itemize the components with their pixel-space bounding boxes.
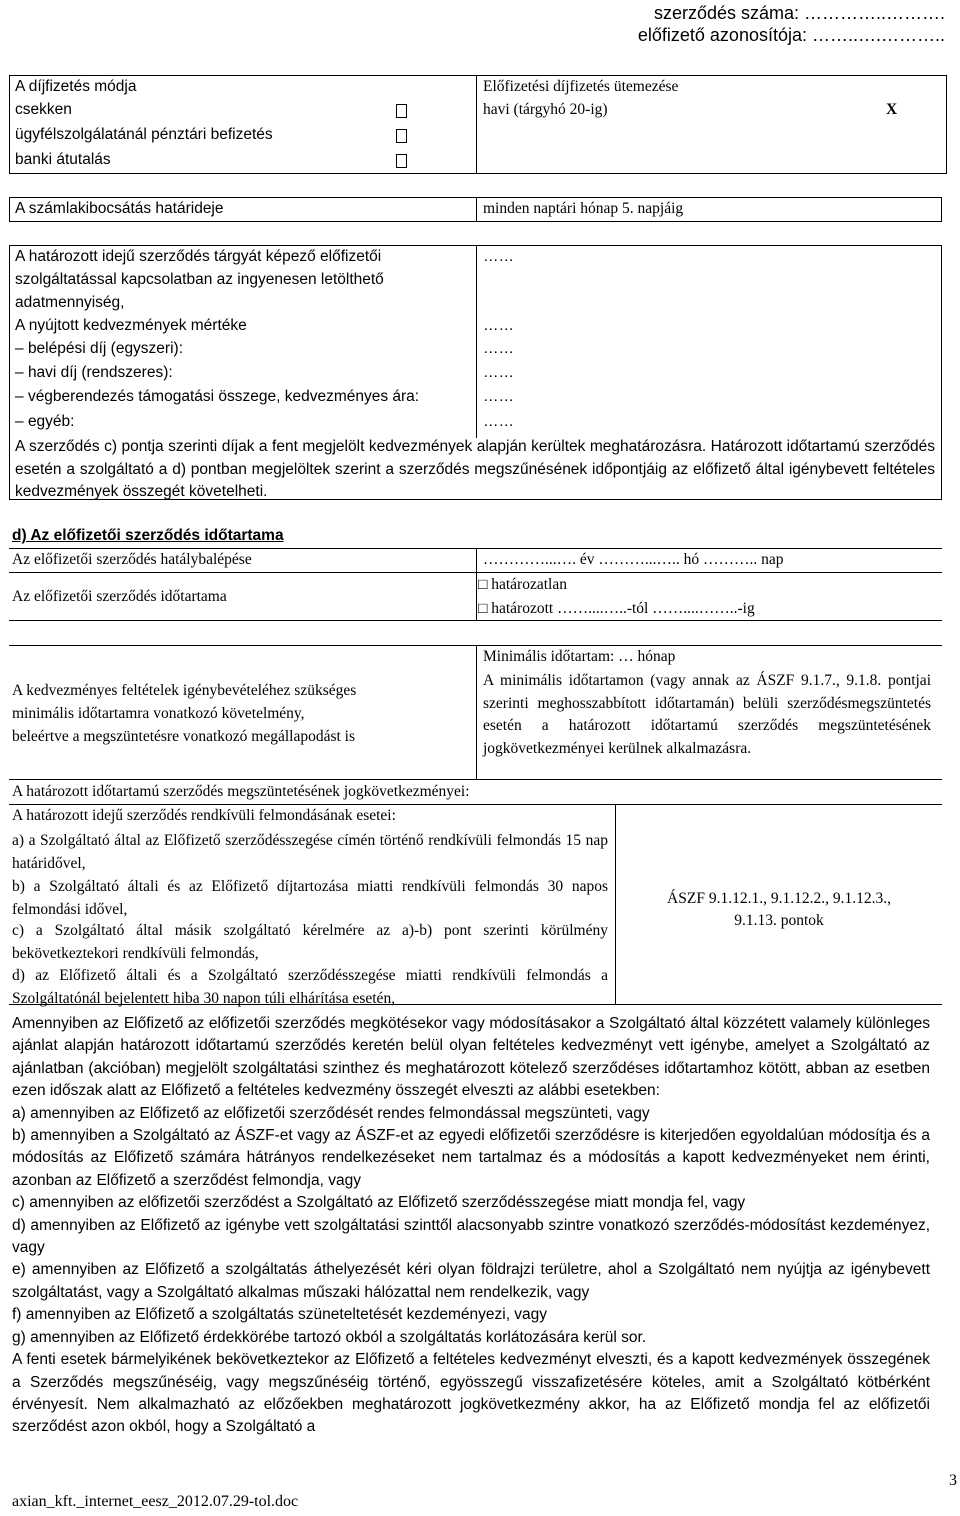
data-allowance-label-2: szolgáltatással kapcsolatban az ingyenesen letölthető <box>15 271 384 288</box>
effective-date-label: Az előfizetői szerződés hatálybalépése <box>12 551 252 568</box>
invoice-value: minden naptári hónap 5. napjáig <box>483 200 684 217</box>
checkbox-transfer[interactable] <box>396 154 407 168</box>
discount-value-entry-fee: …… <box>483 340 514 357</box>
termination-reference <box>618 888 940 932</box>
document-header <box>638 2 945 46</box>
payment-table <box>9 75 947 174</box>
minimum-left-3: beleértve a megszüntetésre vonatkozó megállapodást is <box>12 728 356 745</box>
discount-item-other: – egyéb: <box>15 413 75 430</box>
discount-item-entry-fee: – belépési díj (egyszeri): <box>15 340 184 357</box>
payment-method-office: ügyfélszolgálatánál pénztári befizetés <box>15 126 273 143</box>
body-item-e: e) amennyiben az Előfizető a szolgáltatás áthelyezését kéri olyan földrajzi területre, ahol a Szolgáltató nem nyújtja az igénybevett szolgáltatást, vagy a Szolgáltató alkalmas műszaki hálózattal nem rendelkezik, vagy <box>12 1261 930 1301</box>
discount-item-device: – végberendezés támogatási összege, kedvezményes ára: <box>15 388 420 405</box>
data-allowance-value: …… <box>483 248 514 265</box>
page-number: 3 <box>949 1472 957 1489</box>
payment-method-cash: csekken <box>15 101 72 118</box>
discounts-note: A szerződés c) pontja szerinti díjak a fent megjelölt kedvezmények alapján kerültek meghatározásra. Határozott időtartamú szerződés esetén a szolgáltató a d) pontban megjelöltek szerint a szerződés megszűnésének időpontjáig az előfizető által igénybevett feltételes kedvezmények összegét követelheti. <box>15 438 935 500</box>
termination-reference-2: 9.1.13. pontok <box>734 912 824 929</box>
minimum-duration: Minimális időtartam: … hónap <box>483 648 676 665</box>
payment-schedule-value: havi (tárgyhó 20-ig) <box>483 101 608 118</box>
subscriber-id: előfizető azonosítója: ……..….……….. <box>637 25 945 45</box>
discount-value-device: …… <box>483 388 514 405</box>
data-allowance-label-1: A határozott idejű szerződés tárgyát képező előfizetői <box>15 248 382 265</box>
effective-date-value[interactable]: …………...…. év ………...….. hó ……….. nap <box>483 551 784 568</box>
discounts-title: A nyújtott kedvezmények mértéke <box>15 317 247 334</box>
data-allowance-label-3: adatmennyiség, <box>15 294 125 311</box>
discount-item-monthly-fee: – havi díj (rendszeres): <box>15 364 173 381</box>
contract-number: szerződés száma: …………..………. <box>653 3 945 23</box>
body-paragraph-1: Amennyiben az Előfizető az előfizetői szerződés megkötésekor vagy módosításakor a Szolgáltató által közzétett valamely különleges ajánlat alapján határozott időtartamú szerződés keretén belül olyan feltételes kedvezményt vett igénybe, amelyet a Szolgáltató az ajánlatban (akcióban) megjelölt szolgáltatási szinthez és meghatározott kötelező szerződéses időtartamhoz kötött, abban az esetben ezen időszak alatt az Előfizető a feltételes kedvezmény összegét elveszti az alábbi esetekben: <box>12 1015 930 1100</box>
duration-section-title: d) Az előfizetői szerződés időtartama <box>12 527 284 544</box>
termination-case-d: d) az Előfizető általi és a Szolgáltató szerződésszegése miatti rendkívüli felmondás a Szolgáltatónál bejelentett hiba 30 napon túli elhárítása esetén, <box>12 967 608 1007</box>
term-option-indefinite[interactable]: □ határozatlan <box>478 576 567 593</box>
termination-title: A határozott időtartamú szerződés megszüntetésének jogkövetkezményei: <box>12 783 470 800</box>
minimum-text: A minimális időtartamon (vagy annak az ÁSZF 9.1.7., 9.1.8. pontjai szerinti meghosszabbított időtartamán) belüli szerződésmegszüntetés esetén a határozott időtartamú szerződés megszüntetésének jogkövetkezményei kerülnek alkalmazásra. <box>483 672 931 757</box>
body-item-b: b) amennyiben a Szolgáltató az ÁSZF-et vagy az ÁSZF-et az egyedi előfizetői szerződésre is kiterjedően egyoldalúan módosítja és a módosítás az Előfizető számára hátrányos rendelkezéseket nem tartalmaz és a módosítás a kapott kedvezményeket nem érinti, azonban az Előfizető a szerződést felmondja, vagy <box>12 1127 930 1189</box>
body-item-c: c) amennyiben az előfizetői szerződést a Szolgáltató az Előfizető szerződésszegése miatt mondja fel, vagy <box>12 1194 746 1212</box>
termination-reference-1: ÁSZF 9.1.12.1., 9.1.12.2., 9.1.12.3., <box>667 890 891 907</box>
minimum-left-1: A kedvezményes feltételek igénybevételéhez szükséges <box>12 682 357 699</box>
termination-case-c: c) a Szolgáltató által másik szolgáltató kérelmére az a)-b) pont szerinti körülmény bekövetkeztekori rendkívüli felmondás, <box>12 922 608 962</box>
payment-schedule-title: Előfizetési díjfizetés ütemezése <box>483 78 679 95</box>
body-item-d: d) amennyiben az Előfizető az igénybe vett szolgáltatási szinttől alacsonyabb szintre vonatkozó szerződés-módosítást kezdeményez, vagy <box>12 1216 930 1257</box>
discounts-title-value: …… <box>483 317 514 334</box>
minimum-left-2: minimális időtartamra vonatkozó követelmény, <box>12 705 305 722</box>
payment-schedule-mark: X <box>886 101 898 118</box>
body-item-a: a) amennyiben az Előfizető az előfizetői szerződését rendes felmondással megszünteti, vagy <box>12 1104 650 1122</box>
payment-method-transfer: banki átutalás <box>15 151 111 168</box>
termination-case-b: b) a Szolgáltató általi és az Előfizető díjtartozása miatti rendkívüli felmondás 30 napos felmondási idővel, <box>12 878 608 918</box>
body-item-g: g) amennyiben az Előfizető érdekkörébe tartozó okból a szolgáltatás korlátozására kerül sor. <box>12 1328 647 1346</box>
body-paragraph-2: A fenti esetek bármelyikének bekövetkeztekor az Előfizető a feltételes kedvezményt elveszti, és a kapott kedvezmények összegének a Szerződés megszűnéséig, vagy megszűnéséig történő, egyösszegű visszafizetésére köteles, amit a Szolgáltató kötbérként érvényesít. Nem alkalmazható az előzőekben meghatározott jogkövetkezmény akkor, ha az Előfizető mondja fel az előfizetői szerződést azon okból, hogy a Szolgáltató a <box>12 1351 930 1436</box>
invoice-label: A számlakibocsátás határideje <box>15 200 224 217</box>
termination-case-a: a) a Szolgáltató által az Előfizető szerződésszegése címén történő rendkívüli felmondás 15 nap határidővel, <box>12 832 608 872</box>
payment-method-title: A díjfizetés módja <box>15 78 137 95</box>
term-label: Az előfizetői szerződés időtartama <box>12 588 227 605</box>
term-option-definite[interactable]: □ határozott ……....…..-tól ……....……..-ig <box>478 600 755 617</box>
discount-value-monthly-fee: …… <box>483 364 514 381</box>
body-text <box>12 1013 930 1439</box>
footer-filename: axian_kft._internet_eesz_2012.07.29-tol.doc <box>12 1493 299 1510</box>
body-item-f: f) amennyiben az Előfizető a szolgáltatás szüneteltetését kezdeményezi, vagy <box>12 1306 548 1324</box>
discount-value-other: …… <box>483 413 514 430</box>
termination-intro: A határozott idejű szerződés rendkívüli felmondásának esetei: <box>12 807 396 824</box>
checkbox-office[interactable] <box>396 129 407 143</box>
checkbox-cash[interactable] <box>396 104 407 118</box>
